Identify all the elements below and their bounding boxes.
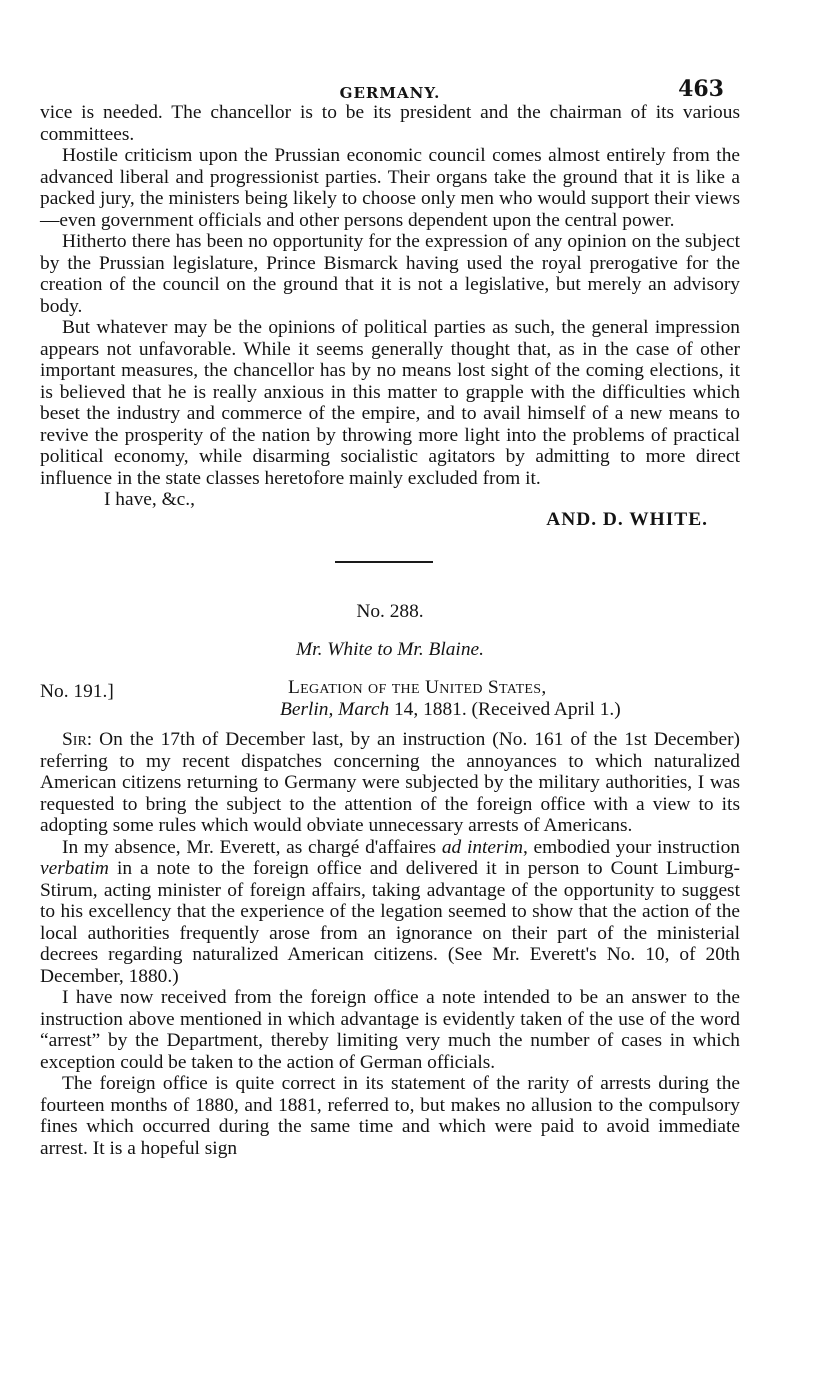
paragraph: But whatever may be the opinions of political parties as such, the general impression appears not unfavorable. While it seems generally thought that, as in the case of other important measures, the chancellor has by no means lost sight of the coming elections, it is believed that he is really anxious in this matter to grapple with the difficulties which beset the industry and commerce of the empire, and to avail himself of a new means to revive the prosperity of the nation by throwing more light into the problems of practical political economy, while disarming socialistic agitators by admitting to more direct influence in the state classes heretofore mainly excluded from it. [40,317,740,489]
dateline [40,677,740,723]
paragraph-text: In my absence, Mr. Everett, as chargé d'affaires [62,836,442,858]
paragraph: The foreign office is quite correct in its statement of the rarity of arrests during the fourteen months of 1880, and 1881, referred to, but makes no allusion to the compulsory fines which occurred during the same time and which were paid to avoid immediate arrest. It is a hopeful sign [40,1073,740,1159]
paragraph-text: On the 17th of December last, by an instruction (No. 161 of the 1st December) referring to my recent dispatches concerning the annoyances to which naturalized American citizens returning to Germany were subjected by the military authorities, I was requested to bring the subject to the attention of the foreign office with a view to its adopting some rules which would obviate unnecessary arrests of Americans. [40,729,740,836]
running-head [40,72,740,102]
paragraph: vice is needed. The chancellor is to be its president and the chairman of its various committees. [40,102,740,145]
book-page [40,72,740,1159]
section-divider [335,561,433,563]
running-head-title: GERMANY. [339,84,441,102]
place-and-date [280,699,621,721]
letter-body [40,729,740,1159]
page-number: 463 [678,76,724,102]
date: 14, 1881. (Received April 1.) [389,699,621,720]
paragraph [40,837,740,988]
dispatch-reference: No. 191.] [40,681,114,702]
paragraph: Hitherto there has been no opportunity for the expression of any opinion on the subject by the Prussian legislature, Prince Bismarck having used the royal prerogative for the creation of the council on the ground that it is not a legislative, but merely an advisory body. [40,231,740,317]
paragraph-text: in a note to the foreign office and delivered it in person to Count Limburg-Stirum, acting minister of foreign affairs, taking advantage of the opportunity to suggest to his excellency that the experience of the legation seemed to show that the action of the local authorities frequently arose from an ignorance on their part of the ministerial decrees regarding naturalized American citizens. (See Mr. Everett's No. 10, of 20th December, 1880.) [40,858,740,987]
paragraph: I have now received from the foreign office a note intended to be an answer to the instruction above mentioned in which advantage is evidently taken of the use of the word “arrest” by the Department, thereby limiting very much the number of cases in which exception could be taken to the action of German officials. [40,987,740,1073]
place: Berlin, March [280,699,390,720]
italic-term: verbatim [40,858,109,879]
paragraph-text: , embodied your instruction [522,836,740,858]
signature: AND. D. WHITE. [546,509,708,530]
document-heading: Mr. White to Mr. Blaine. [296,639,484,660]
salutation: Sir: [62,729,93,750]
italic-term: ad interim [441,836,523,858]
paragraph [40,729,740,837]
legation-name: Legation of the United States, [288,677,547,698]
closing-phrase: I have, &c., [104,489,195,510]
continued-letter [40,102,740,489]
document-number: No. 288. [356,601,424,622]
paragraph: Hostile criticism upon the Prussian economic council comes almost entirely from the advanced liberal and progressionist parties. Their organs take the ground that it is like a packed jury, the ministers being likely to choose only men who would support their views—even government officials and other persons dependent upon the central power. [40,145,740,231]
